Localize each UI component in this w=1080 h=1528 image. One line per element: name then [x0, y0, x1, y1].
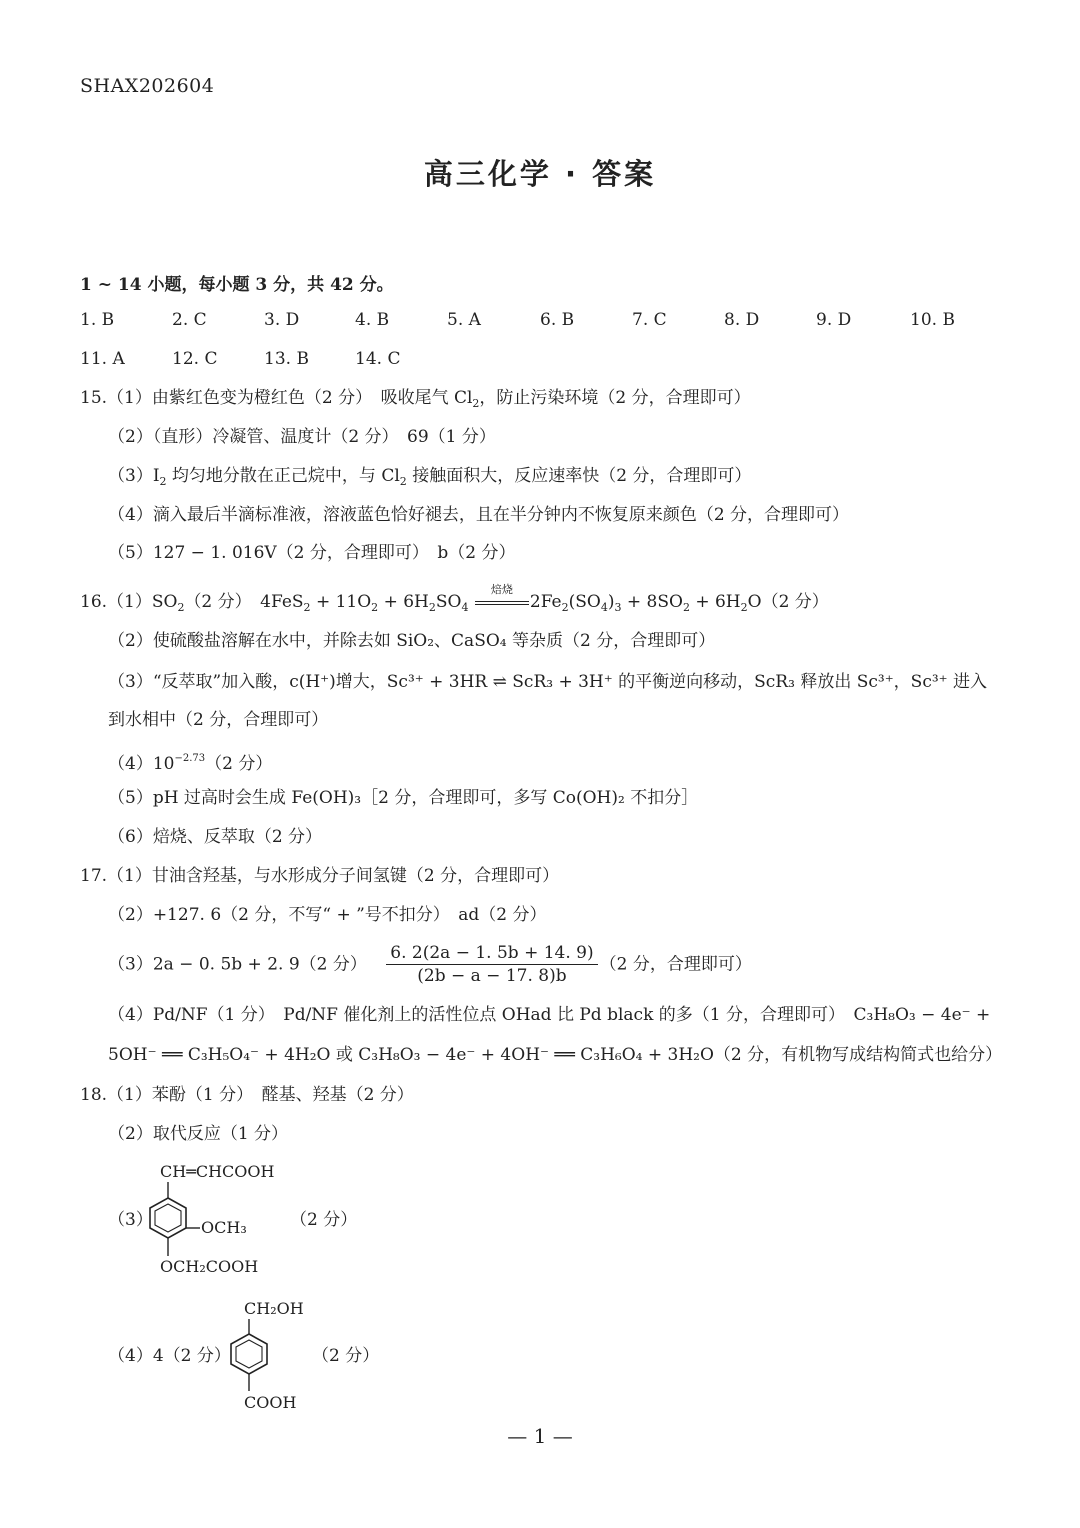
page-title: 高三化学 · 答案 — [423, 157, 657, 191]
q17-line-4: （4）Pd/NF（1 分） Pd/NF 催化剂上的活性位点 OHad 比 Pd black 的多（1 分，合理即可） C₃H₈O₃ − 4e⁻ + — [108, 1005, 991, 1025]
answer-14: 14. C — [355, 349, 401, 369]
answer-12: 12. C — [172, 349, 218, 369]
s1-bottom-group: OCH₂COOH — [160, 1257, 259, 1276]
q15-line-3: $(3)I_2$ 均匀地分散在正己烷中，与 $Cl_2$ 接触面积大，反应速率快（2 分，合理即可） — [108, 466, 752, 488]
q17-line-2: （2）+127. 6（2 分，不写“ + ”号不扣分） ad（2 分） — [108, 905, 547, 925]
fraction: $\frac{6. 2(2a - 1. 5b + 14. 9)}{(2b - a - 17. 8)b}$ — [386, 942, 597, 987]
q18-4-score: （2 分） — [312, 1346, 380, 1366]
q15-line-2: （2）（直形）冷凝管、温度计（2 分） 69（1 分） — [108, 427, 496, 447]
answer-2: 2. C — [172, 310, 207, 330]
q15-line-5: （5）127 − 1. 016V（2 分，合理即可） b（2 分） — [108, 543, 516, 563]
q16-line-3b: 到水相中（2 分，合理即可） — [108, 710, 329, 730]
q16-line-1: $16.(1)SO_2(2$ 分） $4FeS_2 + 11O_2 + 6H_2SO_4$ 焙烧 $2Fe_2(SO_4)_3 + 8SO_2 + 6H_2O(2$ 分） — [80, 583, 829, 614]
q17-line-3: （3）2a − 0. 5b + 2. 9（2 分） $\frac{6. 2(2a - 1. 5b + 14. 9)}{(2b - a - 17. 8)b}$ （2 分，合理即可） — [108, 943, 752, 986]
q16-line-4: $(4)10^{-2.73}(2$ 分） — [108, 753, 273, 774]
answer-7: 7. C — [632, 310, 667, 330]
q17-line-5: 5OH⁻ ══ C₃H₅O₄⁻ + 4H₂O 或 C₃H₈O₃ − 4e⁻ + 4OH⁻ ══ C₃H₆O₄ + 3H₂O（2 分，有机物写成结构简式也给分） — [108, 1045, 1003, 1065]
q18-line-1: 18.（1）苯酚（1 分） 醛基、羟基（2 分） — [80, 1085, 414, 1105]
q16-line-5: （5）pH 过高时会生成 Fe(OH)₃［2 分，合理即可，多写 Co(OH)₂ 不扣分］ — [108, 788, 699, 808]
answer-6: 6. B — [540, 310, 575, 330]
q16-line-2: （2）使硫酸盐溶解在水中，并除去如 SiO₂、CaSO₄ 等杂质（2 分，合理即可） — [108, 631, 716, 651]
q18-4-label: （4）4（2 分） — [108, 1346, 231, 1366]
answer-8: 8. D — [724, 310, 760, 330]
answer-3: 3. D — [264, 310, 300, 330]
q18-3-score: （2 分） — [290, 1210, 358, 1230]
q18-line-2: （2）取代反应（1 分） — [108, 1124, 289, 1144]
q16-line-3: （3）“反萃取”加入酸，c(H⁺)增大，Sc³⁺ + 3HR ⇌ ScR₃ + 3H⁺ 的平衡逆向移动，ScR₃ 释放出 Sc³⁺，Sc³⁺ 进入 — [108, 672, 988, 692]
answer-10: 10. B — [910, 310, 955, 330]
answer-5: 5. A — [447, 310, 481, 330]
q15-line-1: 15.（1）由紫红色变为橙红色（2 分） 吸收尾气 $Cl_2$，防止污染环境（2 分，合理即可） — [80, 388, 751, 410]
answer-11: 11. A — [80, 349, 125, 369]
answer-13: 13. B — [264, 349, 309, 369]
document-code: SHAX202604 — [80, 75, 215, 97]
section-heading: 1 ~ 14 小题，每小题 3 分，共 42 分。 — [80, 275, 394, 295]
page-number: — 1 — — [507, 1424, 573, 1448]
answer-1: 1. B — [80, 310, 115, 330]
q18-3-label: （3） — [108, 1210, 153, 1230]
s2-bottom-group: COOH — [244, 1393, 297, 1412]
s1-top-group: CH═CHCOOH — [160, 1162, 275, 1181]
answer-4: 4. B — [355, 310, 390, 330]
answer-9: 9. D — [816, 310, 852, 330]
s2-top-group: CH₂OH — [244, 1299, 304, 1318]
reaction-arrow: 焙烧 — [474, 591, 530, 613]
q16-line-6: （6）焙烧、反萃取（2 分） — [108, 827, 323, 847]
q15-line-4: （4）滴入最后半滴标准液，溶液蓝色恰好褪去，且在半分钟内不恢复原来颜色（2 分，合理即可） — [108, 505, 850, 525]
s1-right-group: OCH₃ — [201, 1218, 247, 1237]
q17-line-1: 17.（1）甘油含羟基，与水形成分子间氢键（2 分，合理即可） — [80, 866, 560, 886]
